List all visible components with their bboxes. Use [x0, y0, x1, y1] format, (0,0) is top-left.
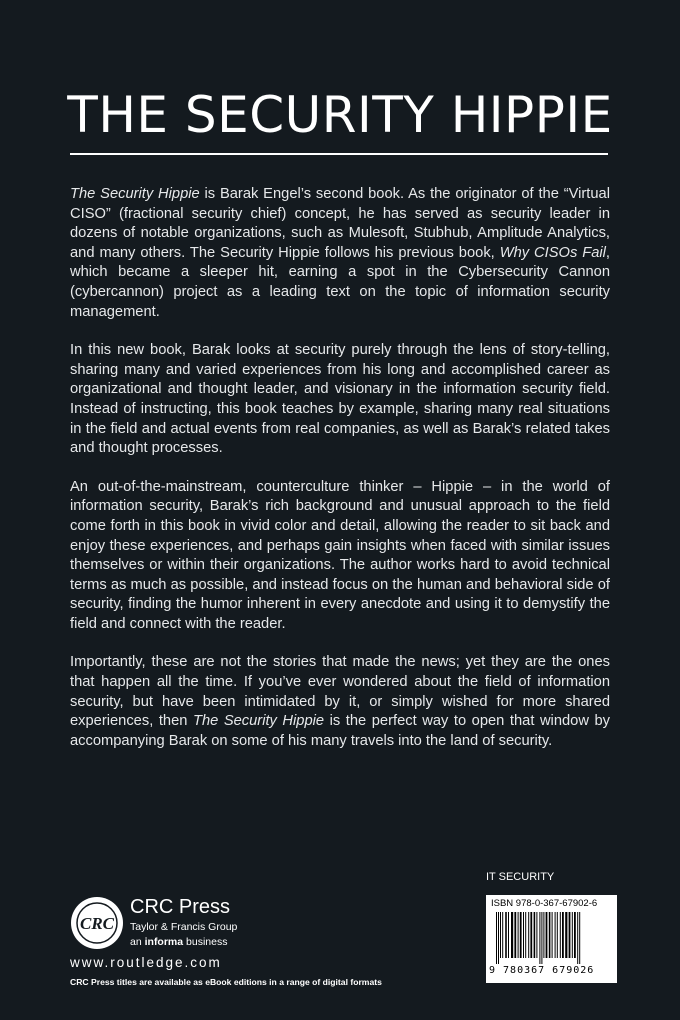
blurb-paragraph: [70, 341, 610, 459]
barcode-bar: [536, 912, 537, 958]
paragraph-text: Importantly, these are not the stories that made the news; yet they are the ones that happen all the time. If you’ve ever wondered about the field of information security, but have been intimidated by it, or simply wished for more shared experiences, then: [70, 654, 610, 730]
paragraph-text: In this new book, Barak looks at security purely through the lens of story-telling, sharing many and varied experiences from his long and accomplished career as organizational and thought leader, and visionary in the information security field. Instead of instructing, this book teaches by example, sharing many real situations in the field and actual events from real companies, as well as Barak’s related takes and thought processes.: [70, 342, 610, 457]
barcode-bar: [539, 912, 540, 964]
barcode-bar: [528, 912, 529, 958]
informa-line: [130, 936, 237, 948]
barcode-bar: [565, 912, 567, 958]
barcode-bar: [557, 912, 558, 958]
barcode-bar: [518, 912, 519, 958]
barcode-bar: [574, 912, 576, 958]
isbn-text: ISBN 978-0-367-67902-6: [491, 898, 598, 909]
paragraph-text: is the perfect way to open that window by accompanying Barak on some of his many travels into the land of security.: [70, 713, 610, 749]
barcode-bar: [505, 912, 507, 958]
italic-title: The Security Hippie: [70, 186, 200, 202]
barcode-bar: [546, 912, 548, 958]
ebook-footnote: CRC Press titles are available as eBook editions in a range of digital formats: [70, 977, 382, 987]
barcode-digits: 9 780367 679026: [489, 965, 595, 976]
barcode-bar: [555, 912, 556, 958]
barcode-bar: [530, 912, 532, 958]
barcode-bar: [514, 912, 516, 958]
publisher-block: [130, 896, 237, 948]
barcode-bar: [523, 912, 524, 958]
barcode-bar: [572, 912, 573, 958]
barcode-bar: [549, 912, 551, 958]
barcode-bar: [502, 912, 503, 958]
barcode-bar: [569, 912, 571, 958]
barcode-bar: [496, 912, 497, 964]
barcode-bar: [579, 912, 580, 964]
publisher-url: www.routledge.com: [70, 955, 222, 970]
barcode-bar: [543, 912, 544, 958]
barcode-bar: [560, 912, 561, 958]
barcode-bar: [508, 912, 509, 958]
barcode-icon: [494, 912, 610, 964]
category-label: IT SECURITY: [486, 871, 555, 883]
paragraph-text: , which became a sleeper hit, earning a spot in the Cybersecurity Cannon (cybercannon) project as a leading text on the topic of information security management.: [70, 244, 610, 320]
barcode-bar: [562, 912, 564, 958]
barcode-bar: [552, 912, 553, 958]
paragraph-text: is Barak Engel’s second book. As the originator of the “Virtual CISO” (fractional security chief) concept, he has served as security leader in dozens of notable organizations, such as Mulesoft, Stubhub, Amplitude Analytics, and many others. The Security Hippie follows his previous book,: [70, 186, 610, 261]
barcode-bar: [498, 912, 499, 964]
italic-title: The Security Hippie: [192, 713, 325, 730]
publisher-group: Taylor & Francis Group: [130, 921, 238, 933]
informa-prefix: an: [130, 936, 145, 948]
barcode-panel: [486, 895, 617, 983]
barcode-bar: [500, 912, 501, 958]
blurb-paragraph: [70, 653, 610, 751]
book-title: THE SECURITY HIPPIE: [67, 86, 613, 144]
barcode-bar: [511, 912, 513, 958]
barcode-bar: [541, 912, 542, 964]
blurb-text: [70, 185, 610, 770]
blurb-paragraph: [70, 478, 610, 635]
crc-logo-icon: [70, 896, 124, 950]
informa-brand: informa: [144, 936, 184, 948]
informa-suffix: business: [183, 936, 228, 948]
title-divider: [70, 153, 608, 155]
crc-logo-text: CRC: [79, 914, 115, 933]
barcode-bar: [577, 912, 578, 964]
barcode-bar: [525, 912, 526, 958]
italic-title: Why CISOs Fail: [499, 244, 606, 261]
publisher-name: CRC Press: [130, 896, 231, 918]
blurb-paragraph: [70, 185, 610, 322]
paragraph-text: An out-of-the-mainstream, counterculture thinker – Hippie – in the world of information security, Barak’s rich background and unusual approach to the field come forth in this book in vivid color and detail, allowing the reader to sit back and enjoy these experiences, and perhaps gain insights when faced with similar issues themselves or within their organizations. The author works hard to avoid technical terms as much as possible, and instead focus on the human and behavioral side of security, finding the humor inherent in every anecdote and using it to demystify the field and connect with the reader.: [70, 478, 610, 632]
barcode-bar: [520, 912, 522, 958]
barcode-bar: [534, 912, 536, 958]
